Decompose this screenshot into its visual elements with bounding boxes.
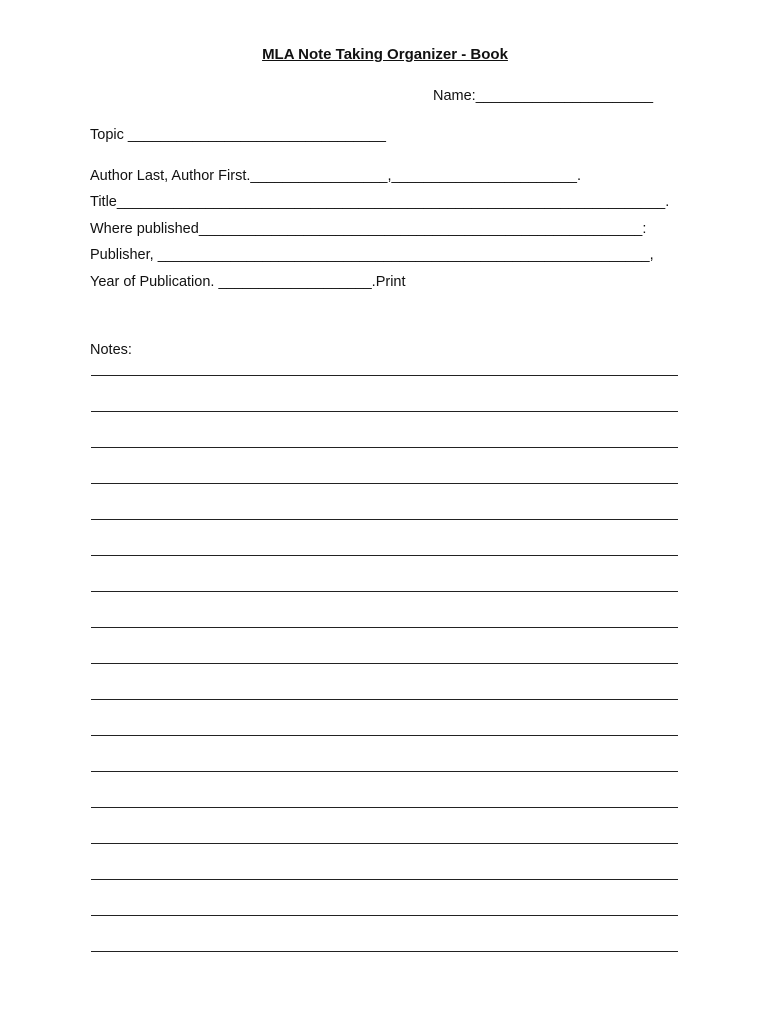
note-line[interactable] <box>91 627 678 628</box>
note-line[interactable] <box>91 411 678 412</box>
note-line[interactable] <box>91 375 678 376</box>
where-published-field[interactable]: Where published_______________________________________________________: <box>90 221 647 237</box>
year-of-publication-field[interactable]: Year of Publication. ___________________.Print <box>90 274 406 290</box>
title-field[interactable]: Title____________________________________________________________________. <box>90 194 670 210</box>
note-line[interactable] <box>91 519 678 520</box>
note-line[interactable] <box>91 483 678 484</box>
topic-field[interactable]: Topic ________________________________ <box>90 127 386 143</box>
note-line[interactable] <box>91 951 678 952</box>
note-line[interactable] <box>91 591 678 592</box>
note-line[interactable] <box>91 699 678 700</box>
name-field[interactable]: Name:______________________ <box>433 88 654 104</box>
note-line[interactable] <box>91 447 678 448</box>
note-line[interactable] <box>91 663 678 664</box>
notes-label: Notes: <box>90 342 132 358</box>
note-line[interactable] <box>91 555 678 556</box>
note-line[interactable] <box>91 879 678 880</box>
author-field[interactable]: Author Last, Author First._________________,_______________________. <box>90 168 582 184</box>
publisher-field[interactable]: Publisher, _____________________________________________________________, <box>90 247 654 263</box>
note-line[interactable] <box>91 807 678 808</box>
document-title: MLA Note Taking Organizer - Book <box>262 46 508 63</box>
note-line[interactable] <box>91 735 678 736</box>
note-line[interactable] <box>91 915 678 916</box>
note-line[interactable] <box>91 771 678 772</box>
note-line[interactable] <box>91 843 678 844</box>
